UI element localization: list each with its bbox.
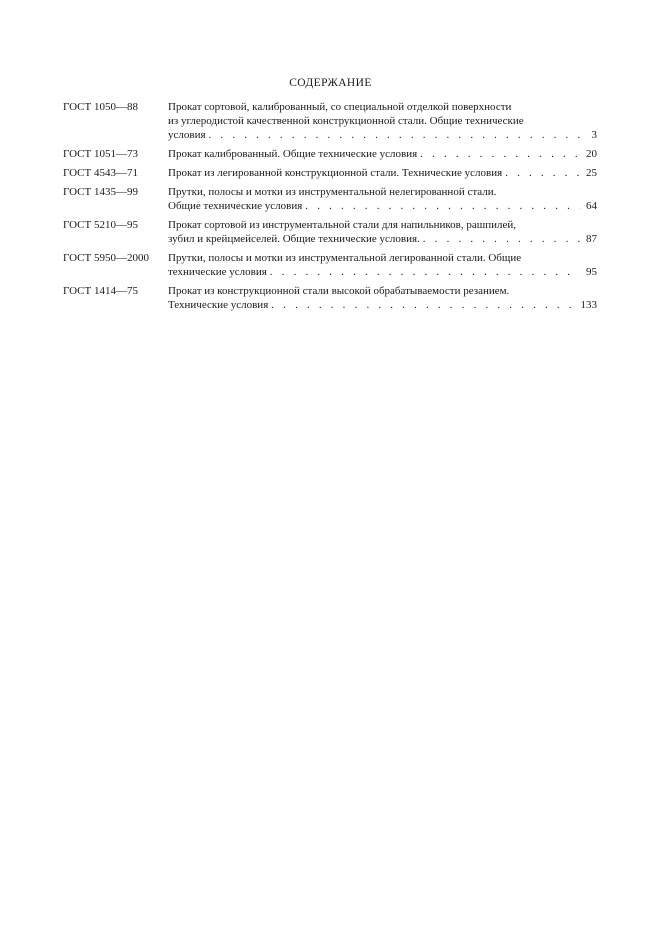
toc-entry-title-line: Прутки, полосы и мотки из инструментальной легированной стали. Общие [168,252,522,264]
toc-entry-code: ГОСТ 1050—88 [63,101,138,113]
toc-entry[interactable] [63,100,597,142]
toc-entry-title-line: Прокат из легированной конструкционной стали. Технические условия [168,167,503,179]
toc-entry-title-line: Прокат сортовой, калиброванный, со специальной отделкой поверхности [168,101,512,113]
toc-entry-title-line: Прокат из конструкционной стали высокой обрабатываемости резанием. [168,285,510,297]
toc-entry-last-line [168,232,597,246]
toc-entry[interactable] [63,284,597,312]
toc-entry[interactable] [63,218,597,246]
toc-entry-page-number: 64 [586,200,597,212]
toc-entry-code: ГОСТ 1051—73 [63,148,138,160]
toc-entry-code: ГОСТ 1414—75 [63,285,138,297]
toc-entry[interactable] [63,147,597,161]
toc-entry-code: ГОСТ 5950—2000 [63,252,149,264]
table-of-contents [63,100,597,317]
toc-entry-title [168,218,597,246]
toc-entry-title-line: Технические условия [168,299,269,311]
toc-entry-page-number: 95 [586,266,597,278]
toc-entry-code: ГОСТ 5210—95 [63,219,138,231]
dot-leader [270,265,580,279]
toc-entry-title-line: условия [168,129,206,141]
dot-leader [423,232,580,246]
toc-entry-page-number: 133 [580,299,597,311]
toc-entry-title-line: Прокат сортовой из инструментальной стали для напильников, рашпилей, [168,219,517,231]
toc-entry-title-line: Общие технические условия [168,200,303,212]
toc-entry-title-line: зубил и крейцмейселей. Общие технические условия. [168,233,420,245]
toc-entry-title [168,251,597,279]
dot-leader [505,166,580,180]
toc-entry[interactable] [63,166,597,180]
toc-entry-page-number: 87 [586,233,597,245]
toc-entry-code: ГОСТ 4543—71 [63,167,138,179]
dot-leader [271,298,577,312]
toc-entry-title-line: Прокат калиброванный. Общие технические условия [168,148,418,160]
toc-entry-title [168,185,597,213]
toc-entry-page-number: 20 [586,148,597,160]
dot-leader [420,147,580,161]
toc-entry-title-line: технические условия [168,266,267,278]
toc-entry-title [168,284,597,312]
toc-entry-title-line: Прутки, полосы и мотки из инструментальной нелегированной стали. [168,186,497,198]
page-title: СОДЕРЖАНИЕ [289,77,372,89]
toc-entry-title [168,166,597,180]
toc-entry[interactable] [63,251,597,279]
dot-leader [305,199,580,213]
toc-entry-title [168,100,597,142]
toc-entry-page-number: 25 [586,167,597,179]
toc-entry-title-line: из углеродистой качественной конструкционной стали. Общие технические [168,115,524,127]
toc-entry-page-number: 3 [591,129,597,141]
toc-entry-last-line [168,298,597,312]
toc-entry[interactable] [63,185,597,213]
toc-entry-title [168,147,597,161]
dot-leader [209,128,580,142]
toc-entry-last-line [168,147,597,161]
toc-entry-last-line [168,166,597,180]
toc-entry-last-line [168,265,597,279]
toc-entry-code: ГОСТ 1435—99 [63,186,138,198]
toc-entry-last-line [168,199,597,213]
toc-entry-last-line [168,128,597,142]
